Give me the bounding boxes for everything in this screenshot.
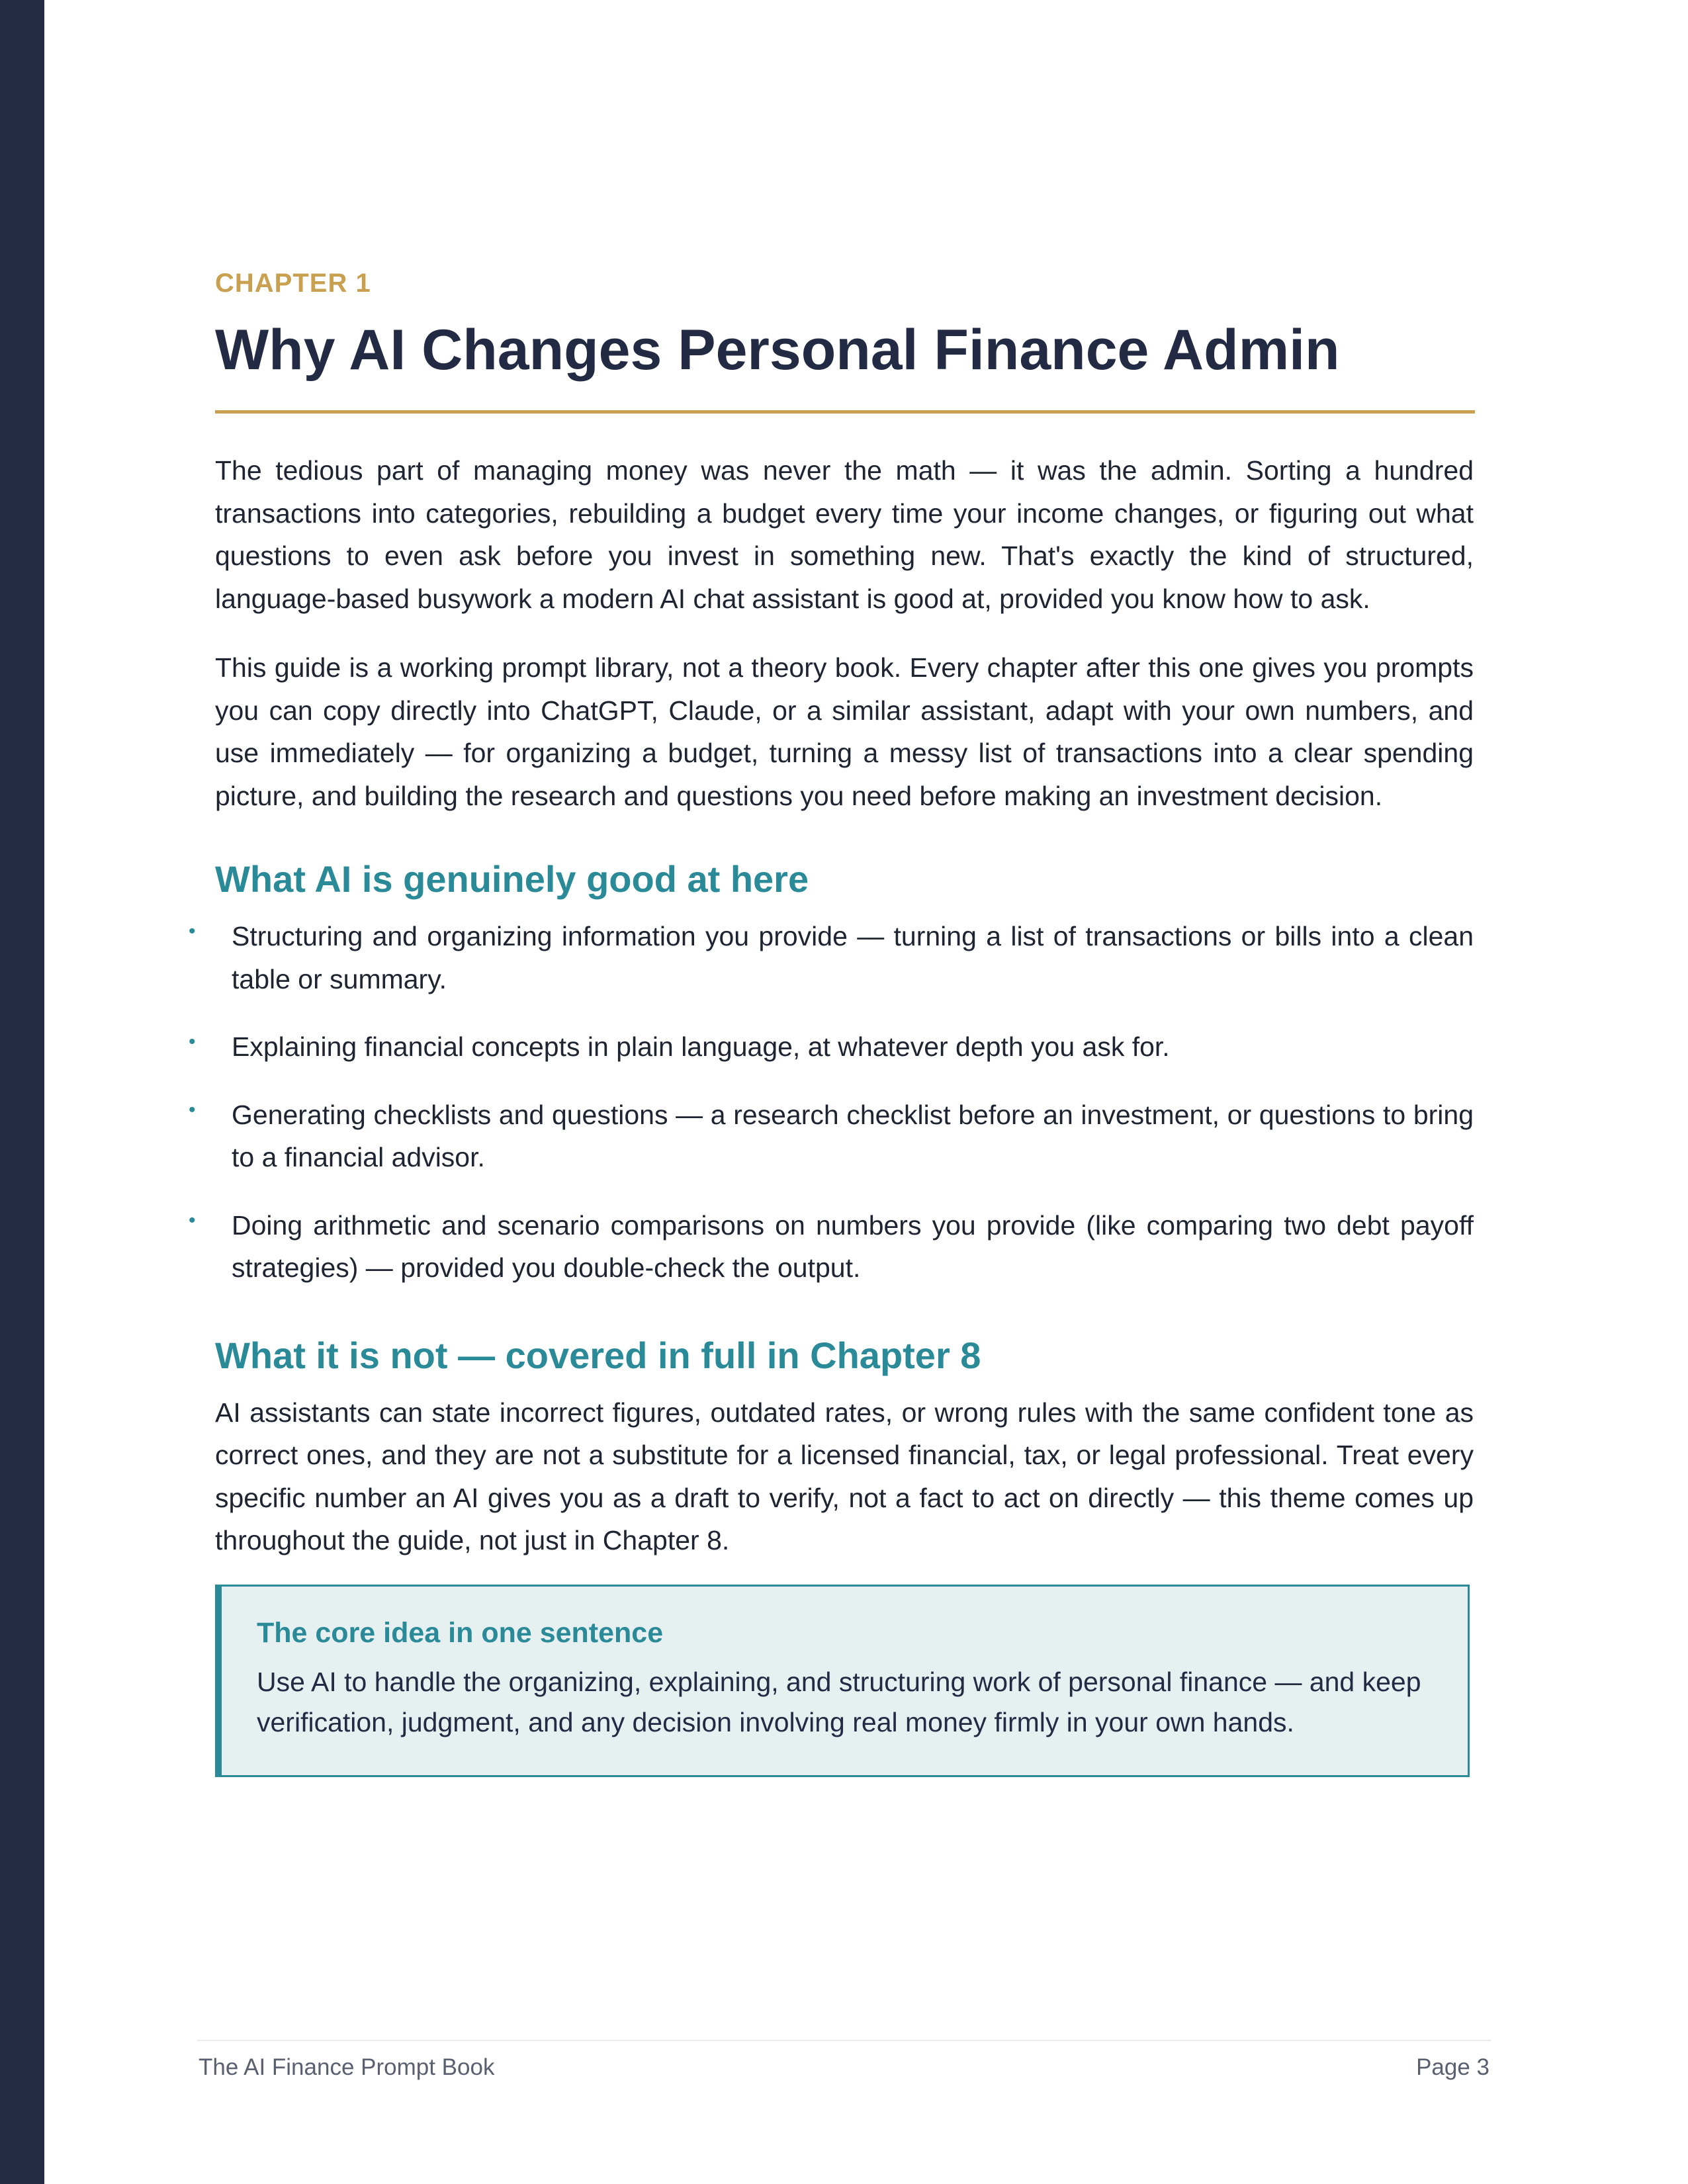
list-item — [189, 1204, 1474, 1289]
not-paragraph: AI assistants can state incorrect figures, outdated rates, or wrong rules with the same confident tone as correct ones, and they are not a substitute for a licensed financial, tax, or legal professional. Treat every specific number an AI gives you as a draft to verify, not a fact to act on directly — this theme comes up throughout the guide, not just in Chapter 8. — [215, 1397, 1474, 1555]
intro-paragraph-1: The tedious part of managing money was never the math — it was the admin. Sorting a hundred transactions into categories, rebuilding a budget every time your income changes, or figuring out what questions to even ask before you invest in something new. That's exactly the kind of structured, language-based busywork a modern AI chat assistant is good at, provided you know how to ask. — [215, 455, 1474, 614]
intro-paragraph-2: This guide is a working prompt library, not a theory book. Every chapter after this one gives you prompts you can copy directly into ChatGPT, Claude, or a similar assistant, adapt with your own numbers, and use immediately — for organizing a budget, turning a messy list of transactions into a clear spending picture, and building the research and questions you need before making an investment decision. — [215, 652, 1474, 811]
good-at-list — [189, 915, 1474, 1289]
list-item — [189, 1094, 1474, 1179]
page-content — [189, 263, 1474, 1777]
footer-divider — [197, 2040, 1491, 2041]
page-side-band — [0, 0, 44, 2184]
list-item-text: Explaining financial concepts in plain language, at whatever depth you ask for. — [232, 1031, 1170, 1062]
list-item — [189, 1026, 1474, 1069]
section-heading-good-at: What AI is genuinely good at here — [215, 858, 809, 900]
list-item — [189, 915, 1474, 1000]
list-item-text: Doing arithmetic and scenario comparisons on numbers you provide (like comparing two debt payoff strategies) — provided you double-check the output. — [232, 1209, 1474, 1283]
chapter-title: Why AI Changes Personal Finance Admin — [215, 318, 1340, 382]
list-item-text: Structuring and organizing information you provide — turning a list of transactions or bills into a clean table or summary. — [232, 921, 1474, 994]
bullet-icon: • — [189, 1031, 196, 1053]
core-idea-callout — [215, 1585, 1470, 1777]
footer-page-number: Page 3 — [1416, 2054, 1489, 2080]
list-item-text: Generating checklists and questions — a research checklist before an investment, or questions to bring to a financial advisor. — [232, 1099, 1474, 1172]
section-heading-not: What it is not — covered in full in Chapter 8 — [215, 1334, 981, 1376]
chapter-label: CHAPTER 1 — [215, 269, 371, 298]
footer-book-title: The AI Finance Prompt Book — [199, 2054, 495, 2080]
bullet-icon: • — [189, 920, 196, 942]
bullet-icon: • — [189, 1098, 196, 1121]
callout-title: The core idea in one sentence — [257, 1616, 664, 1649]
callout-text: Use AI to handle the organizing, explaining, and structuring work of personal finance — and keep verification, judgment, and any decision involving real money firmly in your own hands. — [257, 1666, 1421, 1737]
bullet-icon: • — [189, 1209, 196, 1231]
title-divider — [215, 410, 1475, 414]
